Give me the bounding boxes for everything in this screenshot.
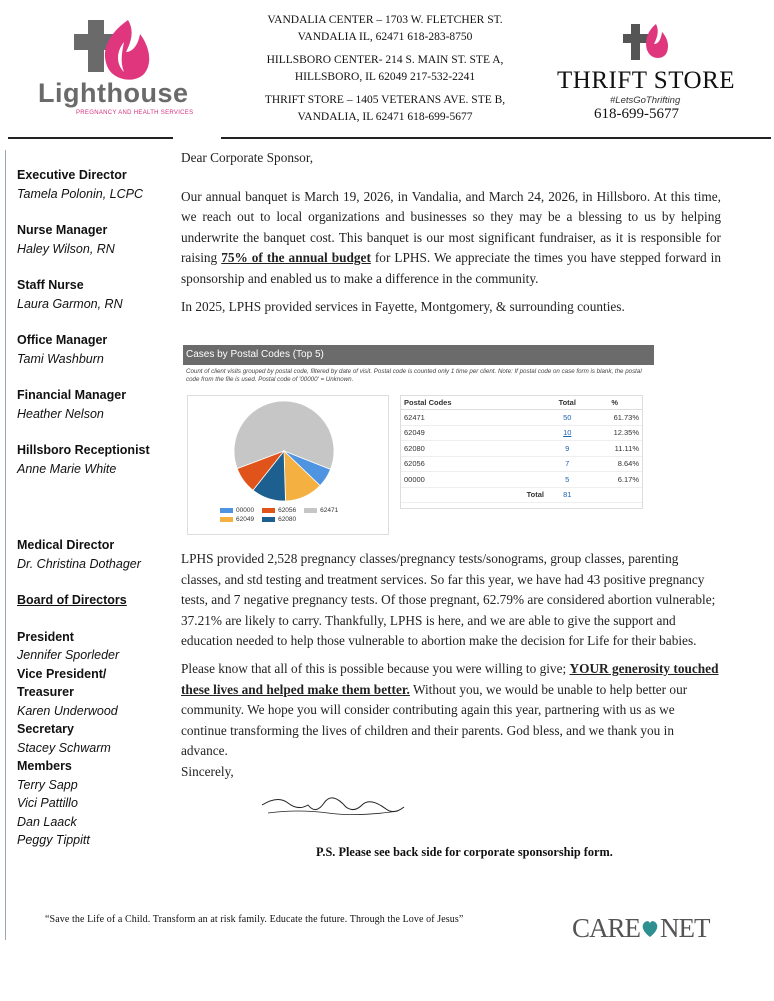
staff-name: Tami Washburn <box>17 351 104 366</box>
legend-swatch <box>262 517 275 522</box>
legend-swatch <box>220 508 233 513</box>
paragraph-services: LPHS provided 2,528 pregnancy classes/pregnancy tests/sonograms, group classes, parenting classes, and std testing and treatment services. So far this year, we have had 43 positive pregnancy tests, and 7 negative pregnancy tests. Of those pregnant, 62.79% are considered abortion vulnerable; 37.21% are likely to carry. Thankfully, LPHS is here, and we are able to give the support and education needed to help those vulnerable to abortion make the decision for Life for their babies. <box>181 551 716 649</box>
medical-and-board-list <box>17 536 141 850</box>
chart-title: Cases by Postal Codes (Top 5) <box>183 345 654 365</box>
board-role: President <box>17 629 74 644</box>
staff-role: Medical Director <box>17 538 115 552</box>
paragraph-thanks-b: Without you, we would be unable to help better our community. We hope you will consider contributing again this year, partnering with us as we continue transforming the lives of children and their parents. God bless, and we thank you in advance. <box>181 681 688 759</box>
budget-highlight: 75% of the annual budget <box>221 250 371 266</box>
table-cell-link[interactable]: 10 <box>547 425 587 441</box>
board-member: Vici Pattillo <box>17 796 78 810</box>
table-cell-link[interactable]: 5 <box>547 472 587 488</box>
paragraph-banquet <box>181 187 721 290</box>
staff-name: Laura Garmon, RN <box>17 296 123 311</box>
legend-item: 62080 <box>262 516 296 523</box>
thrift-store-title: THRIFT STORE <box>557 67 736 94</box>
table-cell: 62471 <box>401 410 547 426</box>
board-member: Peggy Tippitt <box>17 833 90 847</box>
staff-name: Anne Marie White <box>17 461 117 476</box>
staff-name: Heather Nelson <box>17 406 104 421</box>
table-total-row <box>401 487 642 503</box>
staff-name: Dr. Christina Dothager <box>17 556 141 571</box>
table-cell: 6.17% <box>587 472 642 488</box>
table-cell-link[interactable]: 50 <box>547 410 587 426</box>
table-row <box>401 472 642 488</box>
table-header-row <box>401 396 642 410</box>
header-divider-left <box>8 137 173 139</box>
vandalia-address-1: VANDALIA CENTER – 1703 W. FLETCHER ST. <box>267 14 503 26</box>
generosity-highlight: YOUR generosity touched these lives and helped make them better. <box>181 660 719 697</box>
staff-list <box>17 166 150 478</box>
postal-code-table-panel <box>400 395 643 509</box>
signature <box>258 793 408 823</box>
letter-body-top <box>181 148 721 317</box>
staff-role: Financial Manager <box>17 388 127 402</box>
table-cell: 61.73% <box>587 410 642 426</box>
greeting: Dear Corporate Sponsor, <box>181 150 314 165</box>
table-cell: 11.11% <box>587 441 642 457</box>
table-header: Postal Codes <box>401 396 547 410</box>
table-row <box>401 410 642 426</box>
carenet-logo <box>572 913 710 944</box>
table-cell: 62080 <box>401 441 547 457</box>
table-cell: 62056 <box>401 456 547 472</box>
postal-code-chart <box>183 345 655 535</box>
postal-code-table <box>401 396 642 503</box>
table-cell: 8.64% <box>587 456 642 472</box>
board-role: Members <box>17 759 72 773</box>
lighthouse-logo <box>36 12 196 122</box>
table-total-value[interactable]: 81 <box>547 487 587 503</box>
table-header: % <box>587 396 642 410</box>
hillsboro-address-1: HILLSBORO CENTER- 214 S. MAIN ST. STE A, <box>266 54 504 66</box>
paragraph-thanks-a: Please know that all of this is possible because you were willing to give; <box>181 660 570 676</box>
footer-quote: “Save the Life of a Child. Transform an at risk family. Educate the future. Through the Love of Jesus” <box>45 914 464 925</box>
staff-role: Executive Director <box>17 168 127 182</box>
letter-body-bottom <box>181 549 721 783</box>
table-cell-link[interactable]: 9 <box>547 441 587 457</box>
board-heading: Board of Directors <box>17 593 127 607</box>
header-divider-right <box>221 137 771 139</box>
address-block <box>230 12 540 126</box>
table-cell: 00000 <box>401 472 547 488</box>
legend-swatch <box>220 517 233 522</box>
legend-item: 00000 <box>220 507 254 514</box>
thrift-emblem-icon <box>620 20 670 68</box>
table-header: Total <box>547 396 587 410</box>
left-margin-rule <box>5 150 6 940</box>
pie-panel <box>187 395 389 535</box>
legend-item: 62056 <box>262 507 296 514</box>
staff-role: Hillsboro Receptionist <box>17 443 150 457</box>
thrift-store-tagline: #LetsGoThrifting <box>610 95 681 106</box>
thrift-store-phone: 618-699-5677 <box>594 106 679 122</box>
table-cell: 12.35% <box>587 425 642 441</box>
paragraph-thanks <box>181 659 721 762</box>
closing: Sincerely, <box>181 763 234 779</box>
legend-swatch <box>304 508 317 513</box>
legend-swatch <box>262 508 275 513</box>
board-member: Terry Sapp <box>17 777 78 792</box>
table-cell-link[interactable]: 7 <box>547 456 587 472</box>
hillsboro-address-2: HILLSBORO, IL 62049 217-532-2241 <box>294 71 476 83</box>
board-name: Karen Underwood <box>17 703 118 718</box>
board-role: Treasurer <box>17 685 74 699</box>
signature-drawing <box>258 793 408 823</box>
legend-item: 62471 <box>304 507 338 514</box>
staff-name: Tamela Polonin, LCPC <box>17 186 143 201</box>
thrift-address-2: VANDALIA, IL 62471 618-699-5677 <box>297 111 473 123</box>
vandalia-address-2: VANDALIA IL, 62471 618-283-8750 <box>297 31 473 43</box>
pie-chart <box>188 396 388 506</box>
board-name: Stacey Schwarm <box>17 740 111 755</box>
staff-role: Nurse Manager <box>17 223 108 237</box>
table-row <box>401 441 642 457</box>
carenet-text-b: NET <box>660 913 710 943</box>
chart-note: Count of client visits grouped by postal code, filtered by date of visit. Postal code is counted only 1 time per client. Note: If postal code on case form is blank, the postal code from the file is used. Postal code of '00000' = Unknown. <box>186 368 642 383</box>
table-total-label: Total <box>401 487 547 503</box>
legend-item: 62049 <box>220 516 254 523</box>
board-member: Dan Laack <box>17 814 77 829</box>
chart-legend <box>220 507 380 523</box>
board-role: Secretary <box>17 722 74 736</box>
staff-name: Haley Wilson, RN <box>17 241 115 256</box>
paragraph-counties: In 2025, LPHS provided services in Fayette, Montgomery, & surrounding counties. <box>181 298 625 314</box>
board-role: Vice President/ <box>17 666 107 681</box>
thrift-store-logo <box>552 20 752 130</box>
paragraph-banquet-a: Our annual banquet is March 19, 2026, in Vandalia, and March 24, 2026, in Hillsboro. At this time, we reach out to local organizations and businesses so they may be a blessing to us by helping underwrite the banquet cost. This banquet is our most significant fundraiser, as it is responsible for raising <box>181 188 721 266</box>
board-name: Jennifer Sporleder <box>17 648 120 662</box>
table-cell: 62049 <box>401 425 547 441</box>
table-row <box>401 456 642 472</box>
heart-icon <box>640 919 660 939</box>
staff-role: Staff Nurse <box>17 278 84 292</box>
thrift-address-1: THRIFT STORE – 1405 VETERANS AVE. STE B, <box>264 94 506 106</box>
paragraph-banquet-b: for LPHS. We appreciate the times you have stepped forward in sponsorship and enabled us to make a difference in the community. <box>181 250 721 286</box>
brand-subtitle: PREGNANCY AND HEALTH SERVICES <box>76 110 194 116</box>
carenet-text-a: CARE <box>572 913 641 943</box>
postscript: P.S. Please see back side for corporate sponsorship form. <box>316 845 613 859</box>
table-row <box>401 425 642 441</box>
brand-name: Lighthouse <box>38 78 189 108</box>
staff-role: Office Manager <box>17 333 108 347</box>
